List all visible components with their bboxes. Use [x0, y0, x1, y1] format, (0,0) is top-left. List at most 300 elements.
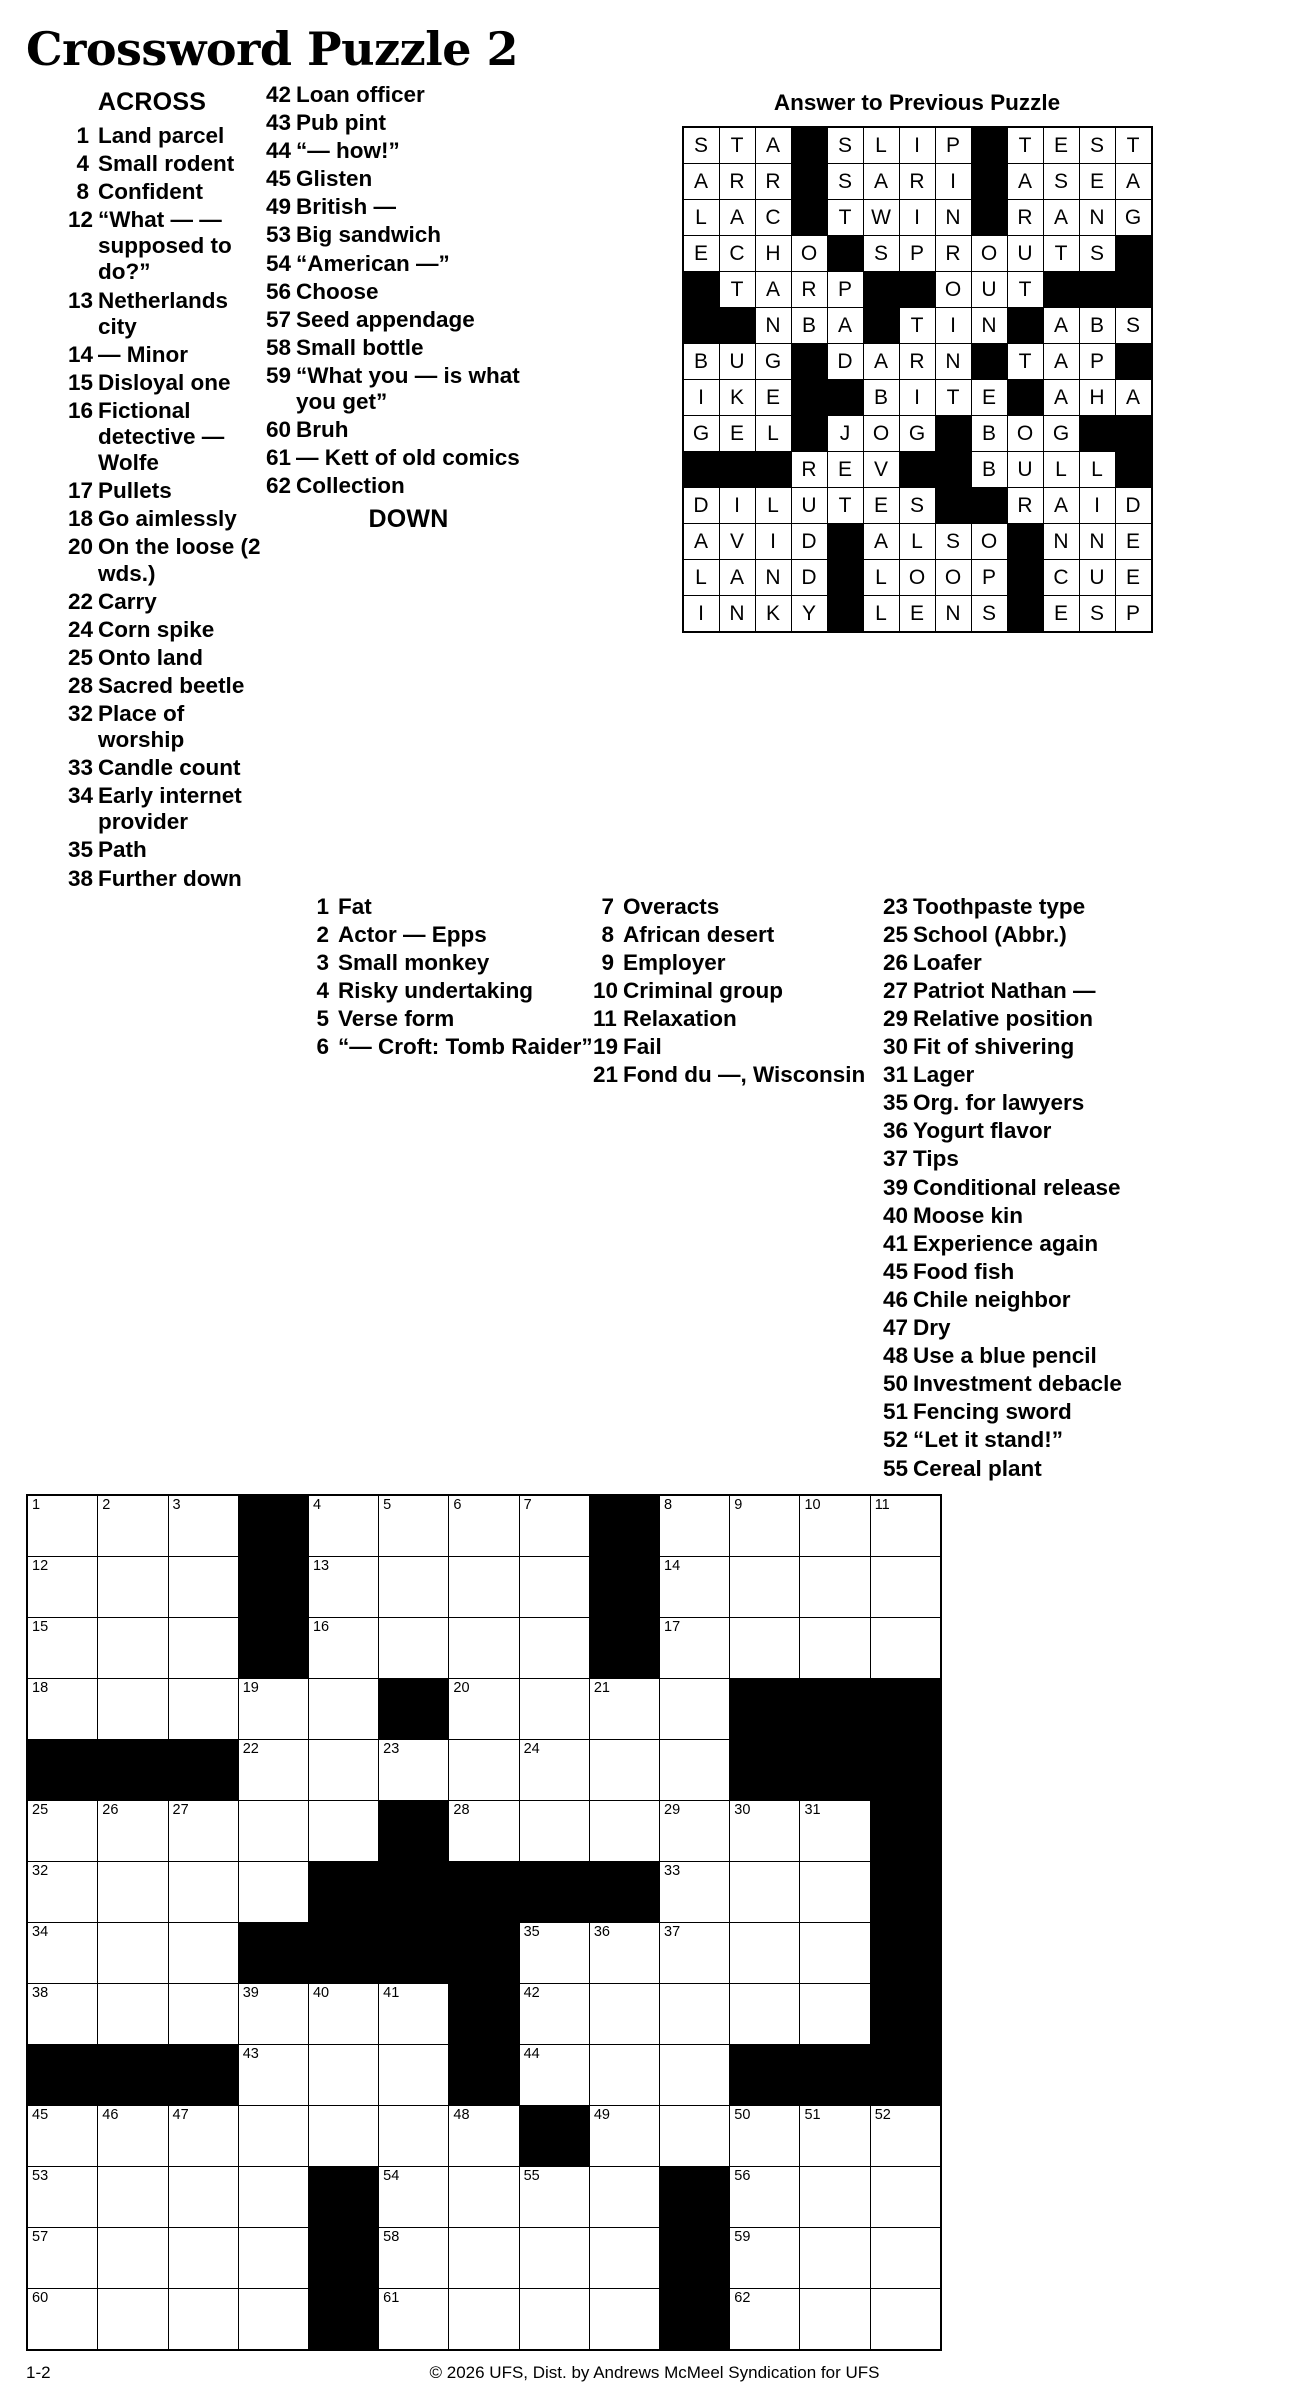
puzzle-grid-cell[interactable]: [660, 1678, 730, 1739]
clue-item: [68, 288, 266, 340]
puzzle-grid-cell[interactable]: [800, 1556, 870, 1617]
answer-grid-letter: A: [1043, 488, 1079, 524]
footer-copyright: © 2026 UFS, Dist. by Andrews McMeel Syndication for UFS: [429, 2362, 880, 2382]
puzzle-grid-cell[interactable]: [98, 1922, 168, 1983]
puzzle-grid-cell[interactable]: [449, 1617, 519, 1678]
puzzle-grid-cell[interactable]: [660, 1495, 730, 1557]
puzzle-grid-cell[interactable]: [870, 2105, 941, 2166]
puzzle-grid-cell[interactable]: [27, 1495, 98, 1557]
clue-text: — Kett of old comics: [296, 445, 520, 471]
clue-text: Big sandwich: [296, 222, 442, 248]
puzzle-cell-number: 3: [172, 1496, 181, 1513]
puzzle-cell-number: 15: [32, 1618, 49, 1635]
puzzle-grid-block: [449, 1922, 519, 1983]
answer-grid-row: [683, 127, 1152, 164]
puzzle-grid-cell[interactable]: [168, 2288, 238, 2350]
puzzle-grid-cell[interactable]: [168, 2227, 238, 2288]
answer-grid-letter: R: [935, 236, 971, 272]
puzzle-grid-cell[interactable]: [730, 1800, 800, 1861]
clue-number: 34: [68, 783, 94, 809]
puzzle-grid-cell[interactable]: [660, 2105, 730, 2166]
answer-grid-letter: H: [755, 236, 791, 272]
clue-number: 16: [68, 397, 94, 423]
clue-text: Fat: [338, 893, 372, 919]
answer-grid-letter: R: [899, 344, 935, 380]
puzzle-grid-cell[interactable]: [589, 1678, 659, 1739]
puzzle-grid-cell[interactable]: [589, 2044, 659, 2105]
puzzle-grid-cell[interactable]: [730, 1983, 800, 2044]
clue-number: 25: [883, 921, 909, 947]
puzzle-grid-cell[interactable]: [379, 1617, 449, 1678]
answer-grid-letter: H: [1079, 380, 1115, 416]
clue-item: [883, 1371, 1283, 1397]
puzzle-grid-cell[interactable]: [730, 1495, 800, 1557]
answer-grid-letter: L: [1079, 452, 1115, 488]
puzzle-grid-cell[interactable]: [379, 2105, 449, 2166]
clue-text: “What you — is what you get”: [296, 362, 520, 415]
puzzle-grid-cell[interactable]: [98, 1556, 168, 1617]
puzzle-grid-cell[interactable]: [730, 1922, 800, 1983]
answer-grid-block: [827, 380, 863, 416]
puzzle-grid-cell[interactable]: [800, 2105, 870, 2166]
clue-number: 8: [76, 179, 89, 205]
answer-grid-letter: A: [719, 200, 755, 236]
answer-grid-block: [1115, 416, 1152, 452]
clue-number: 62: [266, 473, 292, 499]
puzzle-grid-cell[interactable]: [238, 2166, 308, 2227]
puzzle-cell-number: 29: [664, 1801, 681, 1818]
puzzle-grid-cell[interactable]: [98, 2288, 168, 2350]
clue-text: Tips: [913, 1146, 959, 1172]
puzzle-grid-block: [308, 1922, 378, 1983]
puzzle-grid-cell[interactable]: [730, 2288, 800, 2350]
answer-grid-letter: L: [863, 596, 899, 633]
puzzle-grid-cell[interactable]: [800, 1495, 870, 1557]
puzzle-grid-cell[interactable]: [379, 2288, 449, 2350]
answer-grid-letter: O: [899, 560, 935, 596]
puzzle-grid-cell[interactable]: [238, 1678, 308, 1739]
answer-grid-letter: A: [755, 127, 791, 164]
puzzle-grid-cell[interactable]: [589, 2288, 659, 2350]
puzzle-grid-cell[interactable]: [27, 1861, 98, 1922]
puzzle-grid-cell[interactable]: [589, 2166, 659, 2227]
puzzle-grid-cell[interactable]: [238, 1739, 308, 1800]
clue-number: 8: [601, 921, 614, 947]
puzzle-cell-number: 59: [734, 2228, 751, 2245]
clue-text: “— how!”: [296, 138, 400, 164]
puzzle-grid-cell[interactable]: [308, 2105, 378, 2166]
puzzle-grid-cell[interactable]: [238, 1800, 308, 1861]
puzzle-grid-cell[interactable]: [660, 1983, 730, 2044]
puzzle-grid-row: [27, 2166, 941, 2227]
puzzle-grid-cell[interactable]: [519, 1617, 589, 1678]
clue-number: 12: [68, 207, 94, 233]
puzzle-cell-number: 44: [523, 2045, 540, 2062]
clue-item: [883, 1399, 1283, 1425]
clue-item: [266, 279, 551, 305]
puzzle-grid-cell[interactable]: [660, 1800, 730, 1861]
puzzle-grid-cell[interactable]: [98, 2227, 168, 2288]
puzzle-grid-cell[interactable]: [98, 1678, 168, 1739]
puzzle-grid-cell[interactable]: [449, 1739, 519, 1800]
answer-grid-letter: B: [1079, 308, 1115, 344]
answer-grid-block: [683, 272, 720, 308]
puzzle-grid-cell[interactable]: [519, 2044, 589, 2105]
puzzle-grid-cell[interactable]: [519, 1983, 589, 2044]
puzzle-grid-cell[interactable]: [98, 1861, 168, 1922]
puzzle-grid-cell[interactable]: [308, 1983, 378, 2044]
answer-grid-letter: E: [719, 416, 755, 452]
puzzle-cell-number: 47: [172, 2106, 189, 2123]
puzzle-grid-cell[interactable]: [238, 2288, 308, 2350]
puzzle-grid-cell[interactable]: [27, 2227, 98, 2288]
puzzle-grid-cell[interactable]: [27, 2166, 98, 2227]
puzzle-grid-cell[interactable]: [308, 1678, 378, 1739]
answer-grid-block: [863, 308, 899, 344]
clue-item: [883, 1203, 1283, 1229]
clue-text: Fencing sword: [913, 1399, 1072, 1425]
answer-grid-letter: T: [1007, 344, 1043, 380]
puzzle-grid-cell[interactable]: [379, 1495, 449, 1557]
puzzle-grid-cell[interactable]: [730, 2166, 800, 2227]
clue-item: [266, 307, 551, 333]
puzzle-grid-cell[interactable]: [800, 1983, 870, 2044]
answer-grid-block: [827, 524, 863, 560]
clue-item: [68, 478, 266, 504]
clue-item: [266, 417, 551, 443]
puzzle-grid-cell[interactable]: [238, 1861, 308, 1922]
puzzle-cell-number: 22: [242, 1740, 259, 1757]
puzzle-grid-cell[interactable]: [379, 2044, 449, 2105]
puzzle-grid-block: [308, 2227, 378, 2288]
answer-grid-letter: O: [935, 560, 971, 596]
clue-item: [883, 1090, 1283, 1116]
answer-grid-letter: S: [1043, 164, 1079, 200]
puzzle-grid-row: [27, 1800, 941, 1861]
puzzle-grid-cell[interactable]: [519, 2288, 589, 2350]
puzzle-grid-cell[interactable]: [589, 1983, 659, 2044]
puzzle-grid-cell[interactable]: [870, 2288, 941, 2350]
clue-item: [883, 1427, 1283, 1453]
clue-item: [883, 1287, 1283, 1313]
puzzle-grid-cell[interactable]: [800, 2227, 870, 2288]
clue-number: 45: [266, 166, 292, 192]
clue-number: 51: [883, 1399, 909, 1425]
puzzle-cell-number: 56: [734, 2167, 751, 2184]
puzzle-grid-cell[interactable]: [660, 1556, 730, 1617]
puzzle-grid-cell[interactable]: [870, 1556, 941, 1617]
puzzle-grid-cell[interactable]: [519, 1556, 589, 1617]
puzzle-grid-cell[interactable]: [168, 1617, 238, 1678]
answer-grid-letter: G: [755, 344, 791, 380]
puzzle-grid-cell[interactable]: [800, 1861, 870, 1922]
puzzle-grid-block: [589, 1556, 659, 1617]
clue-number: 35: [68, 837, 94, 863]
answer-grid-letter: D: [1115, 488, 1152, 524]
puzzle-cell-number: 23: [383, 1740, 400, 1757]
clue-text: Confident: [98, 179, 203, 205]
clue-text: Yogurt flavor: [913, 1118, 1052, 1144]
clue-number: 54: [266, 250, 292, 276]
puzzle-cell-number: 5: [383, 1496, 392, 1513]
puzzle-cell-number: 49: [593, 2106, 610, 2123]
puzzle-grid-cell[interactable]: [589, 1800, 659, 1861]
puzzle-grid-cell[interactable]: [379, 1739, 449, 1800]
puzzle-grid-cell[interactable]: [238, 2044, 308, 2105]
puzzle-grid-cell[interactable]: [379, 1556, 449, 1617]
puzzle-grid-cell[interactable]: [238, 1983, 308, 2044]
answer-grid-letter: R: [1007, 488, 1043, 524]
puzzle-grid-cell[interactable]: [308, 1739, 378, 1800]
puzzle-grid-cell[interactable]: [98, 1800, 168, 1861]
clue-item: [68, 837, 266, 863]
puzzle-cell-number: 11: [874, 1496, 890, 1513]
puzzle-grid-row: [27, 1922, 941, 1983]
puzzle-grid-cell[interactable]: [660, 1739, 730, 1800]
answer-grid-block: [935, 488, 971, 524]
puzzle-grid-cell[interactable]: [98, 1983, 168, 2044]
answer-grid-letter: P: [935, 127, 971, 164]
puzzle-grid-cell[interactable]: [449, 2288, 519, 2350]
answer-grid-block: [1007, 560, 1043, 596]
footer: [0, 2351, 1301, 2401]
puzzle-grid-cell[interactable]: [168, 1861, 238, 1922]
clue-text: Moose kin: [913, 1202, 1024, 1228]
clue-text: Early internet provider: [98, 783, 242, 835]
answer-grid-block: [755, 452, 791, 488]
answer-grid-letter: L: [683, 560, 720, 596]
answer-grid-letter: E: [1079, 164, 1115, 200]
answer-grid-letter: I: [899, 200, 935, 236]
puzzle-grid-cell[interactable]: [870, 1617, 941, 1678]
answer-grid-letter: S: [1079, 596, 1115, 633]
answer-grid-letter: I: [719, 488, 755, 524]
answer-grid-row: [683, 164, 1152, 200]
answer-grid-letter: E: [683, 236, 720, 272]
puzzle-grid-cell[interactable]: [168, 1556, 238, 1617]
puzzle-grid-cell[interactable]: [449, 2166, 519, 2227]
clue-text: Choose: [296, 278, 379, 304]
puzzle-grid-cell[interactable]: [800, 1800, 870, 1861]
answer-grid-letter: I: [683, 380, 720, 416]
clue-text: Fail: [623, 1034, 662, 1060]
puzzle-grid-block: [449, 1983, 519, 2044]
puzzle-grid-cell[interactable]: [27, 1678, 98, 1739]
puzzle-grid-cell[interactable]: [27, 1617, 98, 1678]
bottom-section: [0, 1484, 1301, 2351]
puzzle-grid-cell[interactable]: [449, 2227, 519, 2288]
puzzle-grid-cell[interactable]: [589, 2227, 659, 2288]
answer-grid-letter: N: [1079, 200, 1115, 236]
puzzle-grid-cell[interactable]: [98, 2105, 168, 2166]
answer-grid-block: [683, 452, 720, 488]
clue-item: [308, 1034, 593, 1060]
answer-grid-block: [1079, 272, 1115, 308]
answer-grid-letter: S: [863, 236, 899, 272]
puzzle-grid-cell[interactable]: [238, 2227, 308, 2288]
puzzle-grid-block: [870, 1800, 941, 1861]
puzzle-grid-cell[interactable]: [168, 1678, 238, 1739]
puzzle-grid-cell[interactable]: [168, 1983, 238, 2044]
answer-grid-row: [683, 416, 1152, 452]
puzzle-grid-block: [98, 1739, 168, 1800]
clue-item: [68, 866, 266, 892]
clue-item: [68, 151, 266, 177]
puzzle-cell-number: 60: [32, 2289, 49, 2306]
puzzle-grid-cell[interactable]: [168, 1800, 238, 1861]
puzzle-cell-number: 38: [32, 1984, 49, 2001]
puzzle-grid-cell[interactable]: [870, 2227, 941, 2288]
puzzle-cell-number: 31: [804, 1801, 821, 1818]
puzzle-grid-cell[interactable]: [168, 2105, 238, 2166]
clue-number: 37: [883, 1146, 909, 1172]
clue-text: Corn spike: [98, 616, 215, 642]
puzzle-grid-cell[interactable]: [27, 2288, 98, 2350]
answer-grid-block: [791, 416, 827, 452]
answer-grid-letter: L: [899, 524, 935, 560]
answer-grid-letter: O: [971, 524, 1007, 560]
clue-number: 15: [68, 369, 94, 395]
puzzle-grid-cell[interactable]: [27, 2105, 98, 2166]
puzzle-grid-cell[interactable]: [27, 1800, 98, 1861]
puzzle-grid-cell[interactable]: [870, 1495, 941, 1557]
puzzle-grid-cell[interactable]: [519, 1800, 589, 1861]
answer-grid-letter: U: [971, 272, 1007, 308]
puzzle-grid-cell[interactable]: [308, 1495, 378, 1557]
answer-grid-letter: B: [683, 344, 720, 380]
puzzle-grid-cell[interactable]: [27, 1983, 98, 2044]
clue-item: [593, 922, 883, 948]
crossword-page: [0, 22, 1301, 2401]
puzzle-grid-cell[interactable]: [27, 1922, 98, 1983]
puzzle-grid-cell[interactable]: [660, 1617, 730, 1678]
clue-number: 45: [883, 1258, 909, 1284]
puzzle-grid-block: [870, 1922, 941, 1983]
clue-number: 47: [883, 1315, 909, 1341]
clue-item: [68, 589, 266, 615]
puzzle-grid-row: [27, 1495, 941, 1557]
puzzle-grid-cell[interactable]: [800, 1922, 870, 1983]
puzzle-grid-cell[interactable]: [168, 1495, 238, 1557]
clue-number: 32: [68, 700, 94, 726]
puzzle-grid-cell[interactable]: [27, 1556, 98, 1617]
clue-text: Verse form: [338, 1006, 455, 1031]
puzzle-grid-cell[interactable]: [800, 2166, 870, 2227]
puzzle-grid-block: [308, 2288, 378, 2350]
puzzle-grid-cell[interactable]: [589, 1739, 659, 1800]
puzzle-grid-cell[interactable]: [308, 1800, 378, 1861]
puzzle-grid-cell[interactable]: [308, 1556, 378, 1617]
puzzle-grid-cell[interactable]: [589, 2105, 659, 2166]
puzzle-grid-cell[interactable]: [308, 2044, 378, 2105]
puzzle-cell-number: 17: [664, 1618, 681, 1635]
puzzle-grid-row: [27, 1983, 941, 2044]
puzzle-grid-cell[interactable]: [660, 2044, 730, 2105]
answer-grid-letter: O: [971, 236, 1007, 272]
puzzle-grid-cell[interactable]: [238, 2105, 308, 2166]
answer-grid-letter: B: [863, 380, 899, 416]
answer-grid-letter: T: [827, 488, 863, 524]
answer-grid-letter: A: [1007, 164, 1043, 200]
answer-grid-letter: B: [791, 308, 827, 344]
puzzle-cell-number: 7: [523, 1496, 532, 1513]
puzzle-grid-cell[interactable]: [449, 1495, 519, 1557]
puzzle-grid-cell[interactable]: [730, 1556, 800, 1617]
puzzle-grid-cell[interactable]: [168, 2166, 238, 2227]
puzzle-cell-number: 18: [32, 1679, 49, 1696]
puzzle-grid-cell[interactable]: [660, 1861, 730, 1922]
answer-grid-letter: D: [683, 488, 720, 524]
answer-grid-letter: S: [935, 524, 971, 560]
puzzle-grid-cell[interactable]: [800, 1617, 870, 1678]
puzzle-grid-cell[interactable]: [660, 1922, 730, 1983]
puzzle-grid-cell[interactable]: [98, 1495, 168, 1557]
answer-grid-letter: S: [1079, 127, 1115, 164]
puzzle-grid-cell[interactable]: [519, 1678, 589, 1739]
answer-grid-letter: I: [935, 308, 971, 344]
puzzle-cell-number: 48: [453, 2106, 470, 2123]
puzzle-grid-row: [27, 2288, 941, 2350]
puzzle-grid-cell[interactable]: [519, 1495, 589, 1557]
puzzle-grid-cell[interactable]: [519, 1739, 589, 1800]
puzzle-grid-cell[interactable]: [519, 2166, 589, 2227]
clue-item: [593, 1034, 883, 1060]
puzzle-grid-cell[interactable]: [589, 1922, 659, 1983]
puzzle-grid-cell[interactable]: [730, 1617, 800, 1678]
puzzle-grid-cell[interactable]: [449, 1800, 519, 1861]
clue-number: 1: [76, 123, 89, 148]
puzzle-cell-number: 50: [734, 2106, 751, 2123]
puzzle-grid-cell[interactable]: [98, 1617, 168, 1678]
answer-grid-letter: G: [899, 416, 935, 452]
puzzle-grid-block: [238, 1617, 308, 1678]
puzzle-grid-cell[interactable]: [730, 1861, 800, 1922]
puzzle-grid-cell[interactable]: [98, 2166, 168, 2227]
puzzle-grid-cell[interactable]: [379, 2227, 449, 2288]
puzzle-grid-cell[interactable]: [519, 1922, 589, 1983]
puzzle-grid-cell[interactable]: [730, 2105, 800, 2166]
puzzle-grid-cell[interactable]: [449, 2105, 519, 2166]
clue-item: [266, 251, 551, 277]
puzzle-grid-block: [168, 1739, 238, 1800]
puzzle-grid-row: [27, 1556, 941, 1617]
clue-item: [68, 398, 266, 476]
puzzle-grid-cell[interactable]: [730, 2227, 800, 2288]
clue-item: [883, 1343, 1283, 1369]
clue-item: [266, 222, 551, 248]
puzzle-grid-cell[interactable]: [449, 1556, 519, 1617]
puzzle-grid-cell[interactable]: [379, 1983, 449, 2044]
puzzle-grid-cell[interactable]: [379, 2166, 449, 2227]
clue-item: [308, 950, 593, 976]
answer-grid-row: [683, 524, 1152, 560]
puzzle-grid-cell[interactable]: [449, 1678, 519, 1739]
puzzle-grid-cell[interactable]: [870, 2166, 941, 2227]
answer-grid-letter: R: [719, 164, 755, 200]
puzzle-grid[interactable]: [26, 1494, 942, 2351]
puzzle-grid-cell[interactable]: [168, 1922, 238, 1983]
clue-number: 23: [883, 893, 909, 919]
answer-grid-block: [791, 380, 827, 416]
puzzle-grid-cell[interactable]: [519, 2227, 589, 2288]
clue-text: Dry: [913, 1315, 951, 1341]
clue-text: British —: [296, 194, 397, 220]
puzzle-cell-number: 24: [523, 1740, 540, 1757]
clue-item: [68, 506, 266, 532]
clue-text: Carry: [98, 588, 157, 614]
puzzle-grid-cell[interactable]: [308, 1617, 378, 1678]
puzzle-grid-cell[interactable]: [800, 2288, 870, 2350]
